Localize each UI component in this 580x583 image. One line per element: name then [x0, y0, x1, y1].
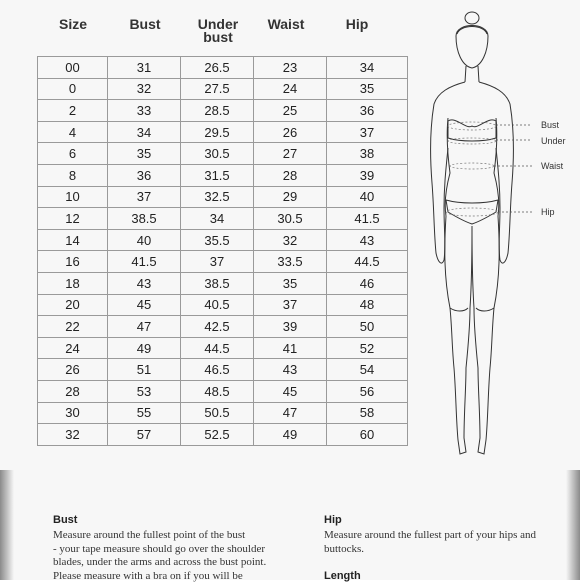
table-cell: 22	[38, 316, 108, 338]
table-cell: 34	[327, 57, 408, 79]
table-row	[38, 294, 408, 316]
table-row	[38, 337, 408, 359]
table-cell: 29.5	[181, 121, 254, 143]
table-cell: 41.5	[108, 251, 181, 273]
table-cell: 60	[327, 424, 408, 446]
bust-guide-line: Please measure with a bra on if you will be	[53, 570, 266, 583]
table-cell: 41.5	[327, 208, 408, 230]
table-row	[38, 316, 408, 338]
table-cell: 57	[108, 424, 181, 446]
table-cell: 45	[108, 294, 181, 316]
edge-shadow-left	[0, 470, 14, 580]
table-cell: 43	[108, 272, 181, 294]
table-cell: 36	[327, 100, 408, 122]
table-cell: 26	[38, 359, 108, 381]
table-cell: 4	[38, 121, 108, 143]
header-hip: Hip	[342, 18, 372, 31]
table-cell: 27	[254, 143, 327, 165]
table-cell: 48	[327, 294, 408, 316]
table-row	[38, 402, 408, 424]
table-row	[38, 164, 408, 186]
table-cell: 26	[254, 121, 327, 143]
table-row	[38, 121, 408, 143]
table-cell: 50.5	[181, 402, 254, 424]
header-waist: Waist	[266, 18, 306, 31]
bust-guide-line: blades, under the arms and across the bust point.	[53, 556, 266, 570]
table-cell: 16	[38, 251, 108, 273]
body-outline-illustration	[420, 8, 580, 468]
table-cell: 32.5	[181, 186, 254, 208]
table-cell: 35.5	[181, 229, 254, 251]
table-cell: 24	[254, 78, 327, 100]
table-row	[38, 251, 408, 273]
table-cell: 35	[254, 272, 327, 294]
label-bust: Bust	[541, 120, 559, 130]
table-cell: 33	[108, 100, 181, 122]
table-cell: 36	[108, 164, 181, 186]
table-cell: 32	[254, 229, 327, 251]
table-cell: 58	[327, 402, 408, 424]
table-cell: 38.5	[181, 272, 254, 294]
table-cell: 41	[254, 337, 327, 359]
table-cell: 28	[254, 164, 327, 186]
table-row	[38, 272, 408, 294]
table-cell: 43	[254, 359, 327, 381]
table-cell: 32	[108, 78, 181, 100]
table-cell: 12	[38, 208, 108, 230]
table-cell: 28.5	[181, 100, 254, 122]
table-cell: 8	[38, 164, 108, 186]
label-under: Under	[541, 136, 566, 146]
table-cell: 55	[108, 402, 181, 424]
table-cell: 00	[38, 57, 108, 79]
table-cell: 29	[254, 186, 327, 208]
table-cell: 20	[38, 294, 108, 316]
table-cell: 2	[38, 100, 108, 122]
table-cell: 52.5	[181, 424, 254, 446]
edge-shadow-right	[566, 470, 580, 580]
table-row	[38, 143, 408, 165]
table-cell: 35	[327, 78, 408, 100]
table-row	[38, 186, 408, 208]
hip-guide-text	[324, 529, 536, 556]
table-row	[38, 208, 408, 230]
table-cell: 48.5	[181, 380, 254, 402]
label-waist: Waist	[541, 161, 563, 171]
table-cell: 30.5	[254, 208, 327, 230]
table-cell: 38.5	[108, 208, 181, 230]
table-cell: 32	[38, 424, 108, 446]
table-cell: 38	[327, 143, 408, 165]
table-cell: 46	[327, 272, 408, 294]
hip-guide-title: Hip	[324, 514, 342, 526]
table-row	[38, 57, 408, 79]
table-cell: 47	[254, 402, 327, 424]
table-cell: 49	[254, 424, 327, 446]
table-cell: 10	[38, 186, 108, 208]
table-cell: 42.5	[181, 316, 254, 338]
bust-guide-title: Bust	[53, 514, 77, 526]
table-cell: 0	[38, 78, 108, 100]
table-cell: 49	[108, 337, 181, 359]
table-cell: 37	[108, 186, 181, 208]
table-cell: 30.5	[181, 143, 254, 165]
table-row	[38, 229, 408, 251]
table-cell: 30	[38, 402, 108, 424]
table-cell: 34	[181, 208, 254, 230]
hip-guide-line: Measure around the fullest part of your hips and	[324, 529, 536, 543]
header-under-line2: bust	[203, 29, 233, 45]
header-size: Size	[58, 18, 88, 31]
table-row	[38, 78, 408, 100]
table-cell: 40	[327, 186, 408, 208]
table-cell: 23	[254, 57, 327, 79]
table-cell: 28	[38, 380, 108, 402]
table-cell: 6	[38, 143, 108, 165]
size-table	[37, 56, 408, 446]
table-cell: 45	[254, 380, 327, 402]
table-cell: 39	[327, 164, 408, 186]
table-cell: 33.5	[254, 251, 327, 273]
table-cell: 37	[254, 294, 327, 316]
table-cell: 53	[108, 380, 181, 402]
table-cell: 35	[108, 143, 181, 165]
table-row	[38, 359, 408, 381]
table-cell: 24	[38, 337, 108, 359]
header-under-line1: Under	[198, 16, 238, 32]
table-cell: 34	[108, 121, 181, 143]
table-cell: 37	[327, 121, 408, 143]
header-bust: Bust	[126, 18, 164, 31]
bust-guide-line: Measure around the fullest point of the bust	[53, 529, 266, 543]
table-cell: 40.5	[181, 294, 254, 316]
label-hip: Hip	[541, 207, 555, 217]
table-cell: 39	[254, 316, 327, 338]
table-cell: 44.5	[181, 337, 254, 359]
table-cell: 51	[108, 359, 181, 381]
table-cell: 25	[254, 100, 327, 122]
bust-guide-line: - your tape measure should go over the shoulder	[53, 543, 266, 557]
header-under-bust	[196, 18, 240, 44]
table-cell: 50	[327, 316, 408, 338]
table-cell: 43	[327, 229, 408, 251]
table-cell: 27.5	[181, 78, 254, 100]
bust-guide-text	[53, 529, 266, 583]
table-cell: 44.5	[327, 251, 408, 273]
table-cell: 54	[327, 359, 408, 381]
table-row	[38, 100, 408, 122]
length-guide-title: Length	[324, 570, 361, 582]
table-row	[38, 424, 408, 446]
table-cell: 37	[181, 251, 254, 273]
table-cell: 26.5	[181, 57, 254, 79]
table-cell: 31	[108, 57, 181, 79]
table-cell: 18	[38, 272, 108, 294]
table-cell: 47	[108, 316, 181, 338]
table-cell: 31.5	[181, 164, 254, 186]
table-row	[38, 380, 408, 402]
body-figure	[420, 8, 580, 473]
table-cell: 52	[327, 337, 408, 359]
table-cell: 56	[327, 380, 408, 402]
table-cell: 14	[38, 229, 108, 251]
hip-guide-line: buttocks.	[324, 543, 536, 557]
table-cell: 40	[108, 229, 181, 251]
table-cell: 46.5	[181, 359, 254, 381]
